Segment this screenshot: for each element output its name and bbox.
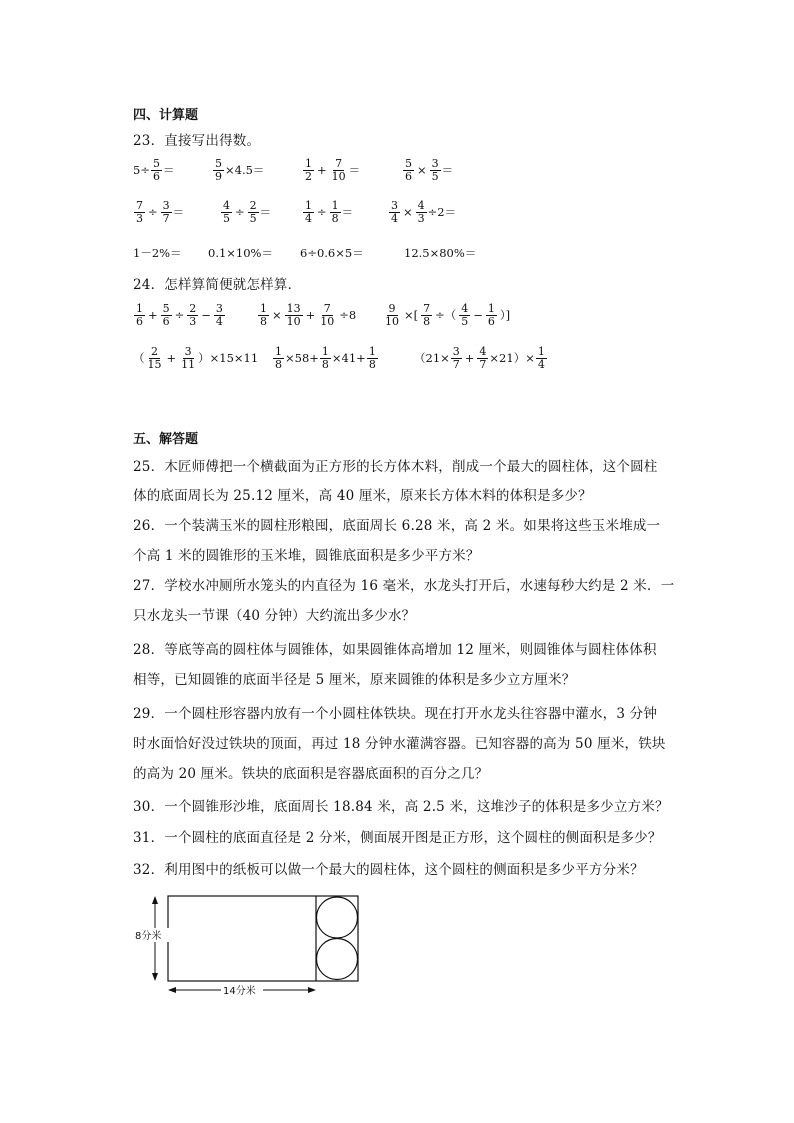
expr-text: ＝ bbox=[162, 163, 175, 178]
operator: ）×15×11 bbox=[198, 351, 259, 366]
denominator: 10 bbox=[286, 314, 301, 328]
operator: + bbox=[305, 308, 316, 323]
expr-text: ×4.5＝ bbox=[225, 163, 265, 178]
numerator: 4 bbox=[223, 199, 230, 212]
q23-item-8 bbox=[388, 200, 456, 224]
operator: + bbox=[148, 308, 158, 323]
problem-line: 27．学校水冲厕所水笼头的内直径为 16 毫米，水龙头打开后，水速每秒大约是 2 米．一 bbox=[133, 578, 675, 594]
numerator: 7 bbox=[136, 199, 143, 212]
operator: （21× bbox=[414, 351, 450, 366]
operator: （ bbox=[133, 351, 145, 366]
problem-line: 时水面恰好没过铁块的顶面，再过 18 分钟水灌满容器。已知容器的高为 50 厘米，铁块 bbox=[133, 736, 666, 752]
denominator: 10 bbox=[385, 314, 399, 328]
expr-text: ＝ bbox=[348, 163, 361, 178]
problem-line: 个高 1 米的圆锥形的玉米堆，圆锥底面积是多少平方米？ bbox=[133, 548, 480, 564]
denominator: 10 bbox=[320, 314, 335, 328]
numerator: 9 bbox=[388, 302, 396, 315]
fraction bbox=[477, 346, 488, 370]
denominator: 7 bbox=[162, 211, 170, 225]
denominator: 2 bbox=[305, 169, 312, 183]
width-label: 14分米 bbox=[223, 986, 256, 997]
numerator: 1 bbox=[136, 302, 143, 315]
denominator: 4 bbox=[537, 357, 545, 371]
height-label: 8分米 bbox=[135, 931, 162, 942]
denominator: 3 bbox=[417, 211, 425, 225]
fraction bbox=[367, 346, 378, 370]
denominator: 6 bbox=[405, 169, 412, 183]
expr-text: ÷2＝ bbox=[427, 205, 457, 220]
denominator: 15 bbox=[147, 357, 162, 371]
fraction bbox=[285, 303, 303, 327]
operator: ÷（ bbox=[435, 308, 457, 323]
fraction bbox=[416, 200, 427, 224]
denominator: 7 bbox=[479, 357, 487, 371]
numerator: 3 bbox=[452, 345, 460, 358]
problem-line: 32．利用图中的纸板可以做一个最大的圆柱体，这个圆柱的侧面积是多少平方分米？ bbox=[133, 862, 644, 878]
q24-item-1 bbox=[133, 303, 226, 327]
section-4-heading: 四、计算题 bbox=[133, 108, 199, 123]
operator: ÷ bbox=[235, 205, 245, 220]
numerator: 7 bbox=[335, 157, 343, 170]
problem-line: 28．等底等高的圆柱体与圆锥体，如果圆锥体高增加 12 厘米，则圆锥体与圆柱体体积 bbox=[133, 642, 657, 658]
operator: × bbox=[403, 205, 413, 220]
denominator: 5 bbox=[461, 314, 469, 328]
fraction bbox=[161, 303, 172, 327]
problem-line: 体的底面周长为 25.12 厘米，高 40 厘米，原来长方体木料的体积是多少？ bbox=[133, 488, 592, 504]
numerator: 4 bbox=[479, 345, 487, 358]
operator: ÷ bbox=[174, 308, 185, 323]
numerator: 5 bbox=[162, 302, 170, 315]
fraction bbox=[383, 303, 401, 327]
circle-bottom bbox=[317, 939, 358, 980]
operator: ×21）× bbox=[489, 351, 535, 366]
denominator: 5 bbox=[431, 169, 439, 183]
fraction bbox=[303, 158, 314, 182]
denominator: 8 bbox=[275, 357, 282, 371]
denominator: 3 bbox=[136, 211, 143, 225]
numerator: 3 bbox=[431, 157, 439, 170]
arrow-down-icon bbox=[152, 973, 158, 981]
circle-top bbox=[317, 897, 358, 938]
numerator: 1 bbox=[321, 345, 329, 358]
denominator: 4 bbox=[391, 211, 398, 225]
q24-item-2 bbox=[257, 303, 358, 327]
fraction bbox=[303, 200, 314, 224]
q23-item-10: 0.1×10%＝ bbox=[208, 246, 273, 260]
numerator: 7 bbox=[323, 302, 331, 315]
fraction bbox=[459, 303, 470, 327]
arrow-left-icon bbox=[168, 987, 176, 993]
denominator: 4 bbox=[215, 314, 223, 328]
question-23-title: 23．直接写出得数。 bbox=[133, 133, 261, 149]
fraction bbox=[213, 158, 224, 182]
fraction bbox=[389, 200, 400, 224]
fraction bbox=[146, 346, 164, 370]
operator: + bbox=[464, 351, 475, 366]
denominator: 7 bbox=[452, 357, 460, 371]
fraction bbox=[134, 200, 145, 224]
q23-item-1 bbox=[133, 158, 174, 182]
cardboard-figure bbox=[128, 888, 368, 1003]
numerator: 4 bbox=[417, 199, 425, 212]
denominator: 6 bbox=[487, 314, 495, 328]
denominator: 8 bbox=[321, 357, 329, 371]
operator: + bbox=[317, 163, 327, 178]
fraction bbox=[536, 346, 547, 370]
fraction bbox=[151, 158, 162, 182]
q24-item-3 bbox=[382, 303, 512, 327]
fraction bbox=[214, 303, 225, 327]
q24-item-6 bbox=[414, 346, 548, 370]
operator: × bbox=[417, 163, 427, 178]
denominator: 8 bbox=[260, 314, 267, 328]
operator: ×[ bbox=[404, 308, 419, 323]
fraction bbox=[403, 158, 414, 182]
q23-item-6 bbox=[220, 200, 271, 224]
cardboard-rect bbox=[168, 896, 358, 981]
problem-line: 只水龙头一节课（40 分钟）大约流出多少水？ bbox=[133, 608, 416, 624]
numerator: 2 bbox=[189, 302, 197, 315]
expr-text: ＝ bbox=[259, 205, 272, 220]
fraction bbox=[221, 200, 232, 224]
fraction bbox=[187, 303, 198, 327]
numerator: 3 bbox=[162, 199, 170, 212]
section-5-heading: 五、解答题 bbox=[133, 432, 199, 447]
expr-text: ＝ bbox=[172, 205, 185, 220]
numerator: 13 bbox=[286, 302, 301, 315]
q23-item-12: 12.5×80%＝ bbox=[404, 246, 477, 260]
denominator: 8 bbox=[368, 357, 376, 371]
q23-item-9: 1－2%＝ bbox=[133, 246, 182, 260]
problem-line: 的高为 20 厘米。铁块的底面积是容器底面积的百分之几？ bbox=[133, 766, 489, 782]
operator: ×58+ bbox=[285, 351, 319, 366]
operator: − bbox=[473, 308, 483, 323]
denominator: 5 bbox=[249, 211, 257, 225]
denominator: 5 bbox=[223, 211, 230, 225]
fraction bbox=[134, 303, 145, 327]
denominator: 8 bbox=[423, 314, 431, 328]
arrow-up-icon bbox=[152, 896, 158, 904]
expr-text: ＝ bbox=[341, 205, 354, 220]
denominator: 11 bbox=[181, 357, 196, 371]
numerator: 4 bbox=[461, 302, 469, 315]
fraction bbox=[430, 158, 441, 182]
q23-item-7 bbox=[302, 200, 353, 224]
q23-item-3 bbox=[302, 158, 360, 182]
numerator: 7 bbox=[423, 302, 431, 315]
numerator: 3 bbox=[391, 199, 398, 212]
numerator: 1 bbox=[537, 345, 545, 358]
fraction bbox=[486, 303, 497, 327]
numerator: 1 bbox=[368, 345, 376, 358]
fraction bbox=[179, 346, 197, 370]
operator: ）] bbox=[499, 308, 511, 323]
arrow-right-icon bbox=[308, 987, 316, 993]
expr-text: ＝ bbox=[441, 163, 454, 178]
denominator: 10 bbox=[331, 169, 346, 183]
operator: × bbox=[272, 308, 282, 323]
operator: ×41+ bbox=[331, 351, 366, 366]
problem-line: 29．一个圆柱形容器内放有一个小圆柱体铁块。现在打开水龙头往容器中灌水，3 分钟 bbox=[133, 706, 658, 722]
operator: + bbox=[166, 351, 177, 366]
numerator: 2 bbox=[151, 345, 158, 358]
numerator: 1 bbox=[331, 199, 339, 212]
numerator: 5 bbox=[215, 157, 222, 170]
q24-item-4 bbox=[133, 346, 258, 370]
problem-line: 30．一个圆锥形沙堆，底面周长 18.84 米，高 2.5 米，这堆沙子的体积是多少立方米？ bbox=[133, 799, 669, 815]
numerator: 1 bbox=[305, 157, 312, 170]
expr-text: 5÷ bbox=[133, 163, 150, 178]
numerator: 1 bbox=[487, 302, 495, 315]
numerator: 1 bbox=[260, 302, 267, 315]
numerator: 5 bbox=[152, 157, 160, 170]
fraction bbox=[320, 346, 331, 370]
question-24-title: 24．怎样算简便就怎样算． bbox=[133, 277, 302, 293]
denominator: 9 bbox=[215, 169, 222, 183]
numerator: 3 bbox=[215, 302, 223, 315]
q23-item-5 bbox=[133, 200, 184, 224]
denominator: 4 bbox=[305, 211, 312, 225]
problem-line: 31．一个圆柱的底面直径是 2 分米，侧面展开图是正方形，这个圆柱的侧面积是多少？ bbox=[133, 830, 662, 846]
denominator: 6 bbox=[152, 169, 160, 183]
fraction bbox=[318, 303, 336, 327]
denominator: 6 bbox=[136, 314, 143, 328]
fraction bbox=[330, 200, 341, 224]
problem-line: 26．一个装满玉米的圆柱形粮囤，底面周长 6.28 米，高 2 米。如果将这些玉米堆成一 bbox=[133, 518, 661, 534]
numerator: 1 bbox=[275, 345, 282, 358]
fraction bbox=[248, 200, 259, 224]
q24-item-5 bbox=[272, 346, 379, 370]
operator: ÷ bbox=[148, 205, 158, 220]
fraction bbox=[258, 303, 269, 327]
problem-line: 25．木匠师傅把一个横截面为正方形的长方体木料，削成一个最大的圆柱体，这个圆柱 bbox=[133, 459, 658, 475]
numerator: 1 bbox=[305, 199, 312, 212]
problem-line: 相等，已知圆锥的底面半径是 5 厘米，原来圆锥的体积是多少立方厘米？ bbox=[133, 672, 576, 688]
denominator: 3 bbox=[189, 314, 197, 328]
fraction bbox=[421, 303, 432, 327]
q23-item-4 bbox=[402, 158, 453, 182]
operator: ÷8 bbox=[339, 308, 357, 323]
denominator: 8 bbox=[331, 211, 339, 225]
fraction bbox=[330, 158, 348, 182]
fraction bbox=[161, 200, 172, 224]
numerator: 3 bbox=[184, 345, 192, 358]
fraction bbox=[273, 346, 284, 370]
denominator: 6 bbox=[162, 314, 170, 328]
numerator: 2 bbox=[249, 199, 257, 212]
numerator: 5 bbox=[405, 157, 412, 170]
operator: − bbox=[201, 308, 211, 323]
operator: ÷ bbox=[317, 205, 327, 220]
fraction bbox=[451, 346, 462, 370]
q23-item-11: 6÷0.6×5＝ bbox=[300, 246, 364, 260]
q23-item-2 bbox=[212, 158, 264, 182]
